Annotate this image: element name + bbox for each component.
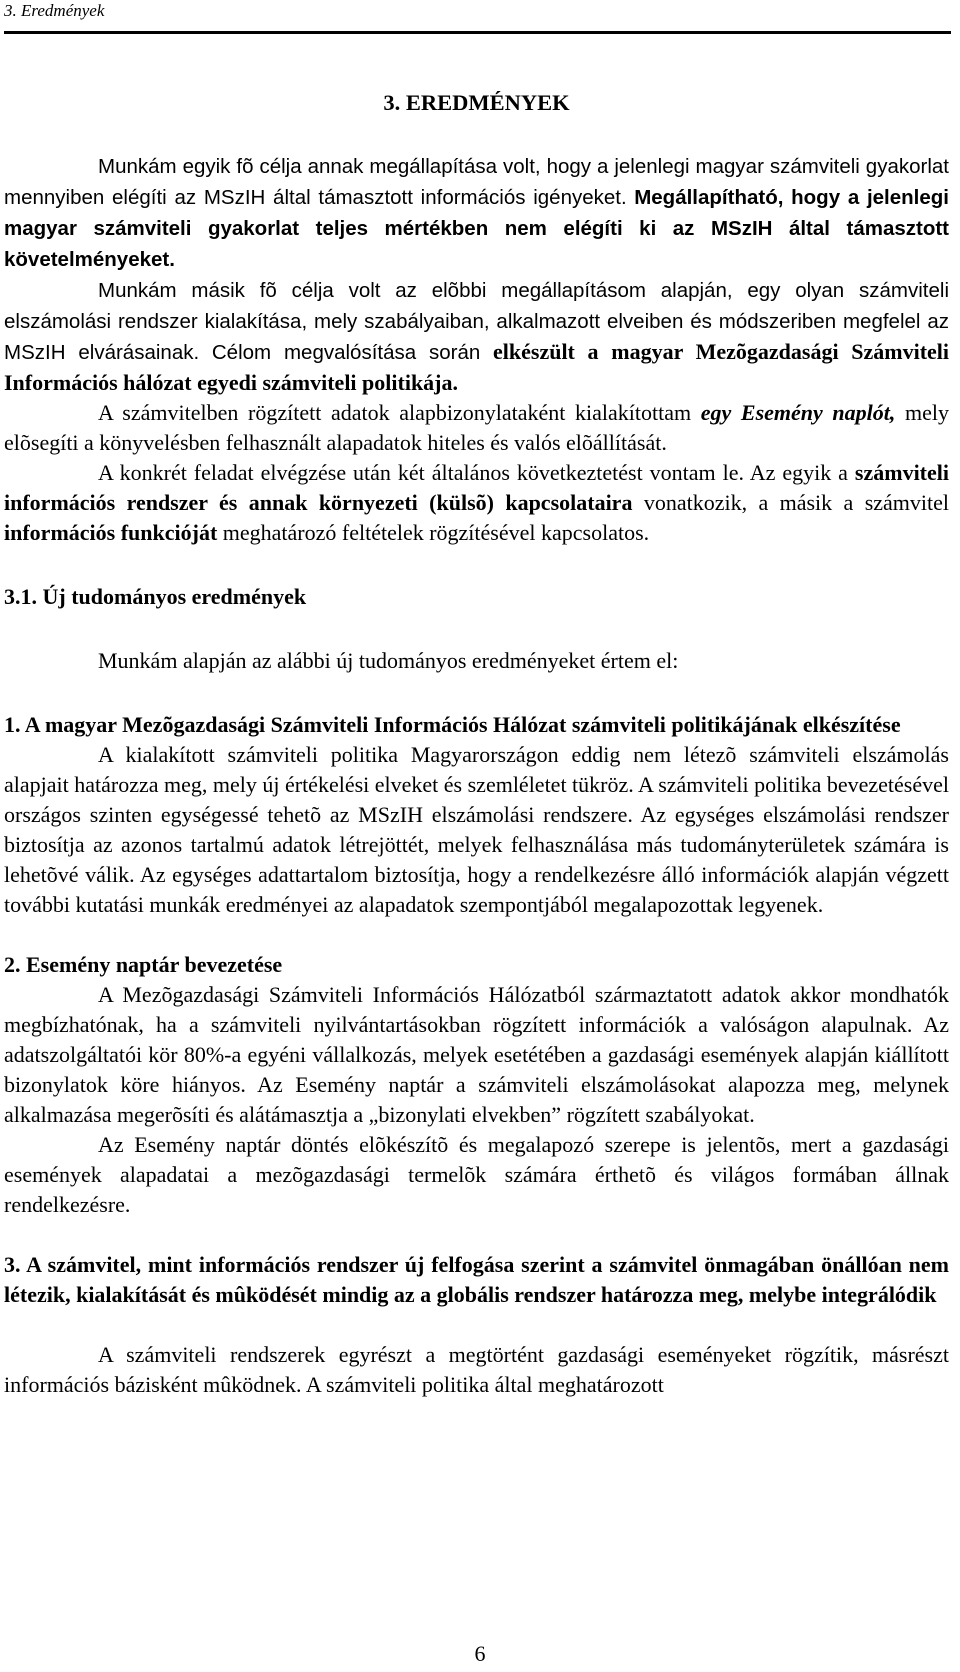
intro-p2-result: elkészült a magyar Mezõgazdasági Számviteli Információs hálózat egyedi számviteli politikája. bbox=[4, 339, 950, 395]
intro-p3-text-a: A számvitelben rögzített adatok alapbizonylataként kialakítottam bbox=[98, 400, 692, 425]
result-1-body: A kialakított számviteli politika Magyarországon eddig nem létezõ számviteli elszámolás alapjait határozza meg, mely új értékelési elveket és szemléletet tükröz. A számviteli politika bevezetésével országos szinten egységessé tehetõ az MSzIH elszámolási rendszere. Az egységes elszámolási rendszer biztosítja az azonos tartalmú adatok létrejöttét, melyek felhasználása más tudományterületek számára is lehetõvé válik. Az egységes adattartalom biztosítja, hogy a rendelkezésre álló információk alapján végzett további kutatási munkák eredményei az alapadatok szempontjából megalapozottak legyenek. bbox=[4, 742, 949, 917]
document-body bbox=[4, 88, 949, 1400]
intro-p4-bold-1: számviteli információs rendszer és annak környezeti (külsõ) kapcsolataira bbox=[4, 460, 950, 515]
result-3-body: A számviteli rendszerek egyrészt a megtörtént gazdasági eseményeket rögzítik, másrészt információs bázisként mûködnek. A számviteli politika által meghatározott bbox=[4, 1342, 949, 1397]
result-1-heading: 1. A magyar Mezõgazdasági Számviteli Információs Hálózat számviteli politikájának elkészítése bbox=[4, 712, 901, 737]
intro-p1-text: Munkám egyik fõ célja annak megállapítása volt, hogy a jelenlegi magyar számviteli gyakorlat mennyiben elégíti az MSzIH által támasztott információs igényeket. bbox=[4, 155, 949, 209]
intro-p2-text: Munkám másik fõ célja volt az elõbbi megállapításom alapján, egy olyan számviteli elszámolási rendszer kialakítása, mely szabályaiban, alkalmazott elveiben és módszeriben megfelel az MSzIH elvárásainak. bbox=[4, 279, 949, 364]
result-2-body-1: A Mezõgazdasági Számviteli Információs Hálózatból származtatott adatok akkor mondhatók megbízhatónak, ha a számviteli nyilvántartásokban rögzített információk a valóságon alapulnak. Az adatszolgáltatói kör 80%-a egyéni vállalkozás, melyek esetétében a gazdasági események alapján kiállított bizonylatok köre hiányos. Az Esemény naptár a számviteli elszámolásokat alapozza meg, melynek alkalmazása megerõsíti és alátámasztja a „bizonylati elvekben” rögzített szabályokat. bbox=[4, 982, 949, 1127]
intro-p3-event-log: egy Esemény naplót, bbox=[700, 400, 896, 425]
result-2-body-2: Az Esemény naptár döntés elõkészítõ és megalapozó szerepe is jelentõs, mert a gazdasági események alapadatai a mezõgazdasági termelõk számára érthetõ és világos formában állnak rendelkezésre. bbox=[4, 1132, 949, 1217]
section-3-1-lead: Munkám alapján az alábbi új tudományos eredményeket értem el: bbox=[98, 648, 679, 673]
chapter-title: 3. EREDMÉNYEK bbox=[383, 90, 570, 115]
intro-paragraph-3 bbox=[4, 398, 949, 458]
page-number: 6 bbox=[474, 1641, 486, 1666]
result-2-heading: 2. Esemény naptár bevezetése bbox=[4, 952, 283, 977]
intro-p4-text-a: A konkrét feladat elvégzése után két általános következtetést vontam le. Az egyik a bbox=[98, 460, 848, 485]
intro-p1-conclusion: Megállapítható, hogy a jelenlegi magyar számviteli gyakorlat teljes mértékben nem elégíti ki az MSzIH által támasztott követelményeket. bbox=[4, 186, 949, 271]
intro-paragraph-2 bbox=[4, 275, 949, 398]
intro-p4-bold-2: információs funkcióját bbox=[4, 520, 218, 545]
intro-p3-text-b: mely elõsegíti a könyvelésben felhasznált alapadatok hiteles és valós elõállítását. bbox=[4, 400, 950, 455]
running-header: 3. Eredmények bbox=[4, 1, 105, 20]
section-3-1-heading: 3.1. Új tudományos eredmények bbox=[4, 584, 307, 609]
intro-paragraph-1 bbox=[4, 151, 949, 275]
result-3-heading: 3. A számvitel, mint információs rendszer új felfogása szerint a számvitel önmagában önállóan nem létezik, kialakítását és mûködését mindig az a globális rendszer határozza meg, melybe integrálódik bbox=[4, 1252, 949, 1307]
intro-p4-text-c: meghatározó feltételek rögzítésével kapcsolatos. bbox=[222, 520, 650, 545]
header-rule bbox=[4, 31, 951, 34]
intro-p2-lead: Célom megvalósítása során bbox=[211, 341, 481, 364]
intro-paragraph-4 bbox=[4, 458, 949, 548]
intro-p4-text-b: vonatkozik, a másik a számvitel bbox=[643, 490, 949, 515]
